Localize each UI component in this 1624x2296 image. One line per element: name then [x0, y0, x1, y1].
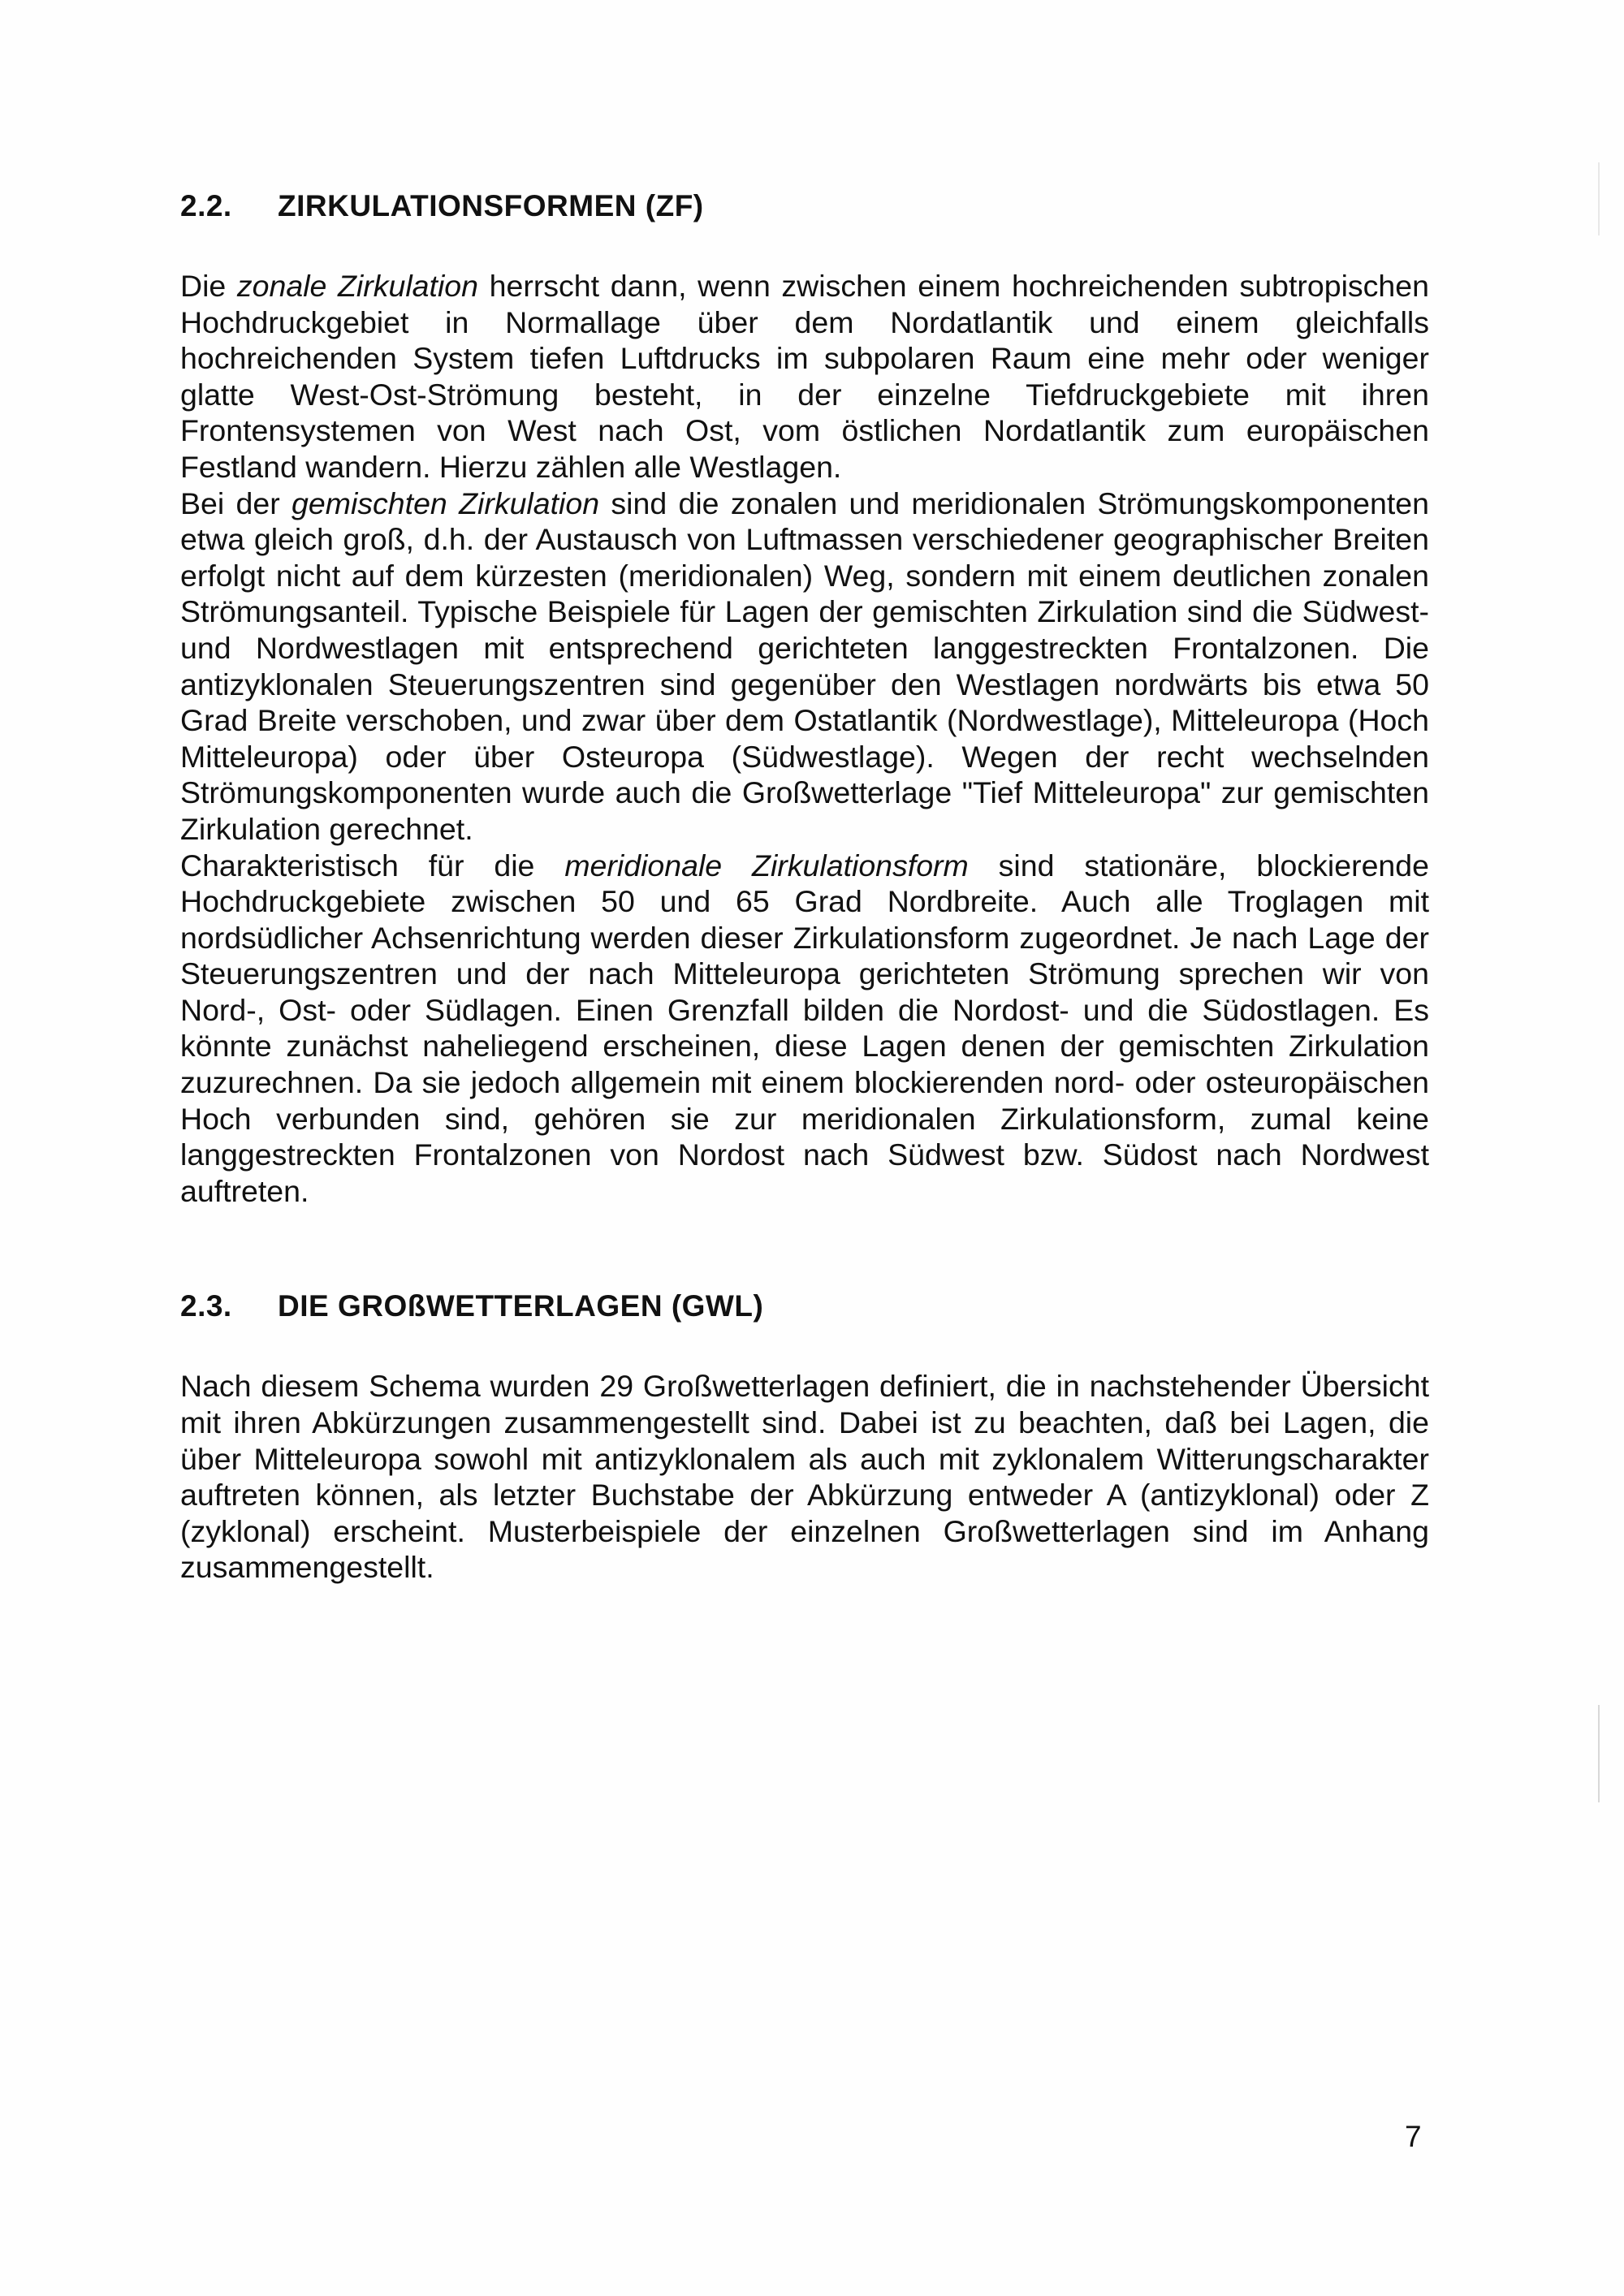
section-number: 2.2. — [180, 189, 232, 222]
paragraph-meridionale-zirkulation: Charakteristisch für die meridionale Zirkulationsform sind stationäre, blockierende Hochdruckgebiete zwischen 50 und 65 Grad Nordbreite. Auch alle Troglagen mit nordsüdlicher Achsenrichtung werden dieser Zirkulationsform zugeordnet. Je nach Lage der Steuerungszentren und der nach Mitteleuropa gerichteten Strömung sprechen wir von Nord-, Ost- oder Südlagen. Einen Grenzfall bilden die Nordost- und die Südostlagen. Es könnte zunächst naheliegend erscheinen, diese Lagen denen der gemischten Zirkulation zuzurechnen. Da sie jedoch allgemein mit einem blockierenden nord- oder osteuropäischen Hoch verbunden sind, gehören sie zur meridionalen Zirkulationsform, zumal keine langgestreckten Frontalzonen von Nordost nach Südwest bzw. Südost nach Nordwest auftreten. — [180, 848, 1429, 1208]
scan-mark — [1598, 162, 1600, 235]
scan-mark — [1598, 1705, 1600, 1802]
main-content — [180, 187, 1429, 1586]
section-title: ZIRKULATIONSFORMEN (ZF) — [278, 189, 704, 222]
section-heading-2-2 — [180, 187, 1429, 226]
page-number: 7 — [1405, 2120, 1422, 2153]
section-number: 2.3. — [180, 1289, 232, 1323]
section-heading-2-3 — [180, 1287, 1429, 1326]
section-title: DIE GROßWETTERLAGEN (GWL) — [278, 1289, 764, 1323]
emphasis-term: gemischten Zirkulation — [292, 486, 600, 520]
paragraph-gemischte-zirkulation: Bei der gemischten Zirkulation sind die zonalen und meridionalen Strömungskomponenten etwa gleich groß, d.h. der Austausch von Luftmassen verschiedener geographischer Breiten erfolgt nicht auf dem kürzesten (meridionalen) Weg, sondern mit einem deutlichen zonalen Strömungsanteil. Typische Beispiele für Lagen der gemischten Zirkulation sind die Südwest- und Nordwestlagen mit entsprechend gerichteten langgestreckten Frontalzonen. Die antizyklonalen Steuerungszentren sind gegenüber den Westlagen nordwärts bis etwa 50 Grad Breite verschoben, und zwar über dem Ostatlantik (Nordwestlage), Mitteleuropa (Hoch Mitteleuropa) oder über Osteuropa (Südwestlage). Wegen der recht wechselnden Strömungskomponenten wurde auch die Großwetterlage "Tief Mitteleuropa" zur gemischten Zirkulation gerechnet. — [180, 486, 1429, 846]
paragraph-zonale-zirkulation: Die zonale Zirkulation herrscht dann, wenn zwischen einem hochreichenden subtropischen Hochdruckgebiet in Normallage über dem Nordatlantik und einem gleichfalls hochreichenden System tiefen Luftdrucks im subpolaren Raum eine mehr oder weniger glatte West-Ost-Strömung besteht, in der einzelne Tiefdruckgebiete mit ihren Frontensystemen von West nach Ost, vom östlichen Nordatlantik zum europäischen Festland wandern. Hierzu zählen alle Westlagen. — [180, 269, 1429, 484]
paragraph-grosswetterlagen: Nach diesem Schema wurden 29 Großwetterlagen definiert, die in nachstehender Übersicht mit ihren Abkürzungen zusammengestellt sind. Dabei ist zu beachten, daß bei Lagen, die über Mitteleuropa sowohl mit antizyklonalem als auch mit zyklonalem Witterungscharakter auftreten können, als letzter Buchstabe der Abkürzung entweder A (antizyklonal) oder Z (zyklonal) erscheint. Musterbeispiele der einzelnen Großwetterlagen sind im Anhang zusammengestellt. — [180, 1369, 1429, 1585]
emphasis-term: meridionale Zirkulationsform — [564, 848, 969, 883]
emphasis-term: zonale Zirkulation — [236, 269, 478, 303]
